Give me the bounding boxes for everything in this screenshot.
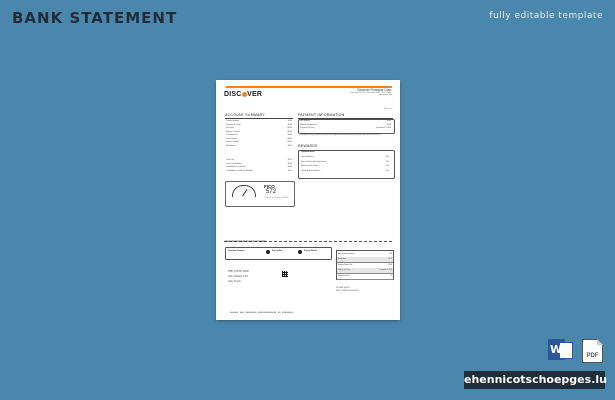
reward-label: New Cashback Bonus this Period xyxy=(301,160,327,163)
remit-value: $ xyxy=(391,275,392,277)
payment-row xyxy=(300,124,391,126)
remit-city: CITY, STATE 00000-0000 xyxy=(336,290,359,292)
remit-label: Minimum Payment Due xyxy=(338,264,353,266)
page-tagline: fully editable template xyxy=(489,11,603,21)
pay-online-label: Pay Online xyxy=(272,250,283,252)
summary-label: Previous Balance xyxy=(226,120,240,122)
credit-row xyxy=(226,159,292,161)
summary-label: Payments & Credits xyxy=(226,123,241,126)
payment-label: New Balance xyxy=(300,120,310,122)
reward-row xyxy=(301,165,389,167)
page-fold xyxy=(597,339,603,345)
summary-value: +$0.00 xyxy=(286,130,292,133)
reward-label: Cashback Bonus Balance xyxy=(301,169,321,172)
summary-value: +$0.00 xyxy=(286,134,292,136)
remit-value: $0.00 xyxy=(388,264,392,266)
late-payment-warning: Late Payment Warning: If we do not receive your minimum payment by the date listed above, you may have to pay a late fee of up to $00.00. xyxy=(300,135,381,136)
remit-po-box: PO BOX 00000 xyxy=(336,287,350,289)
summary-label: Purchases xyxy=(226,127,234,129)
bank-logo: DISC VER xyxy=(224,91,263,98)
fico-label: FICO xyxy=(264,184,275,189)
customer-name: MR. JOHN DOE xyxy=(228,270,249,273)
remit-label: Payment Due Date xyxy=(338,270,350,271)
reward-row xyxy=(301,161,389,163)
summary-row xyxy=(226,131,292,133)
customer-town: Any Town xyxy=(228,280,241,283)
credit-row xyxy=(226,170,292,172)
reward-value: 0.00 xyxy=(385,160,389,163)
summary-row xyxy=(226,120,292,122)
summary-row xyxy=(226,127,292,129)
reward-value: 0.00 xyxy=(385,156,389,158)
summary-row xyxy=(226,124,292,126)
credit-row xyxy=(226,163,292,165)
micr-line: 000000 000 00000000 0000000000000 00 00000000 xyxy=(230,312,294,314)
credit-value: $0.00 xyxy=(287,162,292,165)
remit-value: 0000 xyxy=(388,253,392,255)
credit-value: $0.00 xyxy=(287,169,292,172)
remittance-table xyxy=(336,250,394,280)
summary-row xyxy=(226,134,292,136)
remit-label: Account Number ending in xyxy=(338,253,355,255)
payment-row xyxy=(300,127,391,129)
credit-label: Credit Line xyxy=(226,159,235,161)
summary-row xyxy=(226,141,292,143)
summary-value: $0.00 xyxy=(287,120,292,122)
credit-label: Cash Advance Credit Line Available xyxy=(226,169,253,172)
summary-row xyxy=(226,145,292,147)
reward-value: 0.00 xyxy=(385,169,389,172)
word-letter: W xyxy=(550,343,563,356)
fico-note: Your FICO® Credit Score as of 00/00/0000 xyxy=(264,198,289,199)
reward-label: Redeemed this Period xyxy=(301,165,318,167)
summary-value: -$0.00 xyxy=(287,123,292,126)
credit-value: $0.00 xyxy=(287,159,292,161)
remit-value: December 13, 2023 xyxy=(379,270,392,271)
reward-row xyxy=(301,156,389,158)
rewards-title: REWARDS xyxy=(298,144,318,148)
summary-label: Fees Charged xyxy=(226,137,237,140)
remit-label: Amount Enclosed xyxy=(338,275,349,277)
bank-name: Discover Financial Corp. xyxy=(357,88,392,92)
summary-label: New Balance xyxy=(226,144,236,147)
summary-label: Interest Charged xyxy=(226,141,239,143)
page-title: BANK STATEMENT xyxy=(12,9,178,27)
pdf-file-icon[interactable] xyxy=(582,339,603,363)
payment-value: December 13, 2023 xyxy=(376,127,391,130)
word-file-icon[interactable] xyxy=(548,339,565,360)
payment-options-box xyxy=(225,247,332,260)
credit-value: $0.00 xyxy=(287,166,292,168)
remit-label: New Balance xyxy=(338,259,347,260)
summary-label: Balance Transfers xyxy=(226,130,240,133)
bank-address: Bank Street No. 123 · Postal Code 00-000 · City, Country · www.example.com xyxy=(350,93,392,97)
account-summary-title: ACCOUNT SUMMARY xyxy=(225,113,266,117)
credit-label: Cash Advance Credit Line xyxy=(226,166,246,168)
payment-row xyxy=(300,120,391,122)
remit-row xyxy=(337,273,393,280)
reward-value: 0.00 xyxy=(385,165,389,167)
pay-by-phone-label: Pay by Phone xyxy=(304,250,318,252)
summary-label: Cash Advances xyxy=(226,134,238,136)
payment-coupon-label: Payment Coupon xyxy=(228,250,245,252)
statement-preview xyxy=(216,80,400,320)
divider xyxy=(225,118,293,119)
credit-row xyxy=(226,166,292,168)
cashback-title: Cashback Bonus xyxy=(301,151,315,153)
summary-value: +$0.00 xyxy=(286,137,292,140)
reward-row xyxy=(301,170,389,172)
credit-label: Credit Line Available xyxy=(226,162,242,165)
customer-street: Any Street 123 xyxy=(228,275,248,278)
summary-value: +$0.00 xyxy=(286,141,292,143)
summary-row xyxy=(226,138,292,140)
summary-value: +$0.00 xyxy=(286,127,292,129)
globe-icon xyxy=(266,250,270,254)
payment-value: $0.00 xyxy=(386,123,391,126)
payment-info-title: PAYMENT INFORMATION xyxy=(298,113,345,117)
remit-value: $0.00 xyxy=(388,259,392,260)
payment-value: $0.00 xyxy=(386,120,391,122)
page-number: Page 1 of 4 xyxy=(383,109,392,110)
qr-code-icon xyxy=(282,271,288,277)
reward-label: Opening Balance xyxy=(301,156,314,158)
payment-label: Minimum Payment Due xyxy=(300,123,318,126)
fico-score: 572 xyxy=(266,189,277,195)
watermark-site: ehennicotschoepges.lu xyxy=(464,371,605,389)
pdf-label: PDF xyxy=(586,353,599,359)
fico-score-box xyxy=(225,181,295,207)
summary-value: $0.00 xyxy=(287,144,292,147)
payment-label: Payment Due Date xyxy=(300,127,315,130)
phone-icon xyxy=(298,250,302,254)
coupon-title: DETACH AND RETURN THIS PORTION WITH YOUR PAYMENT xyxy=(225,242,266,243)
